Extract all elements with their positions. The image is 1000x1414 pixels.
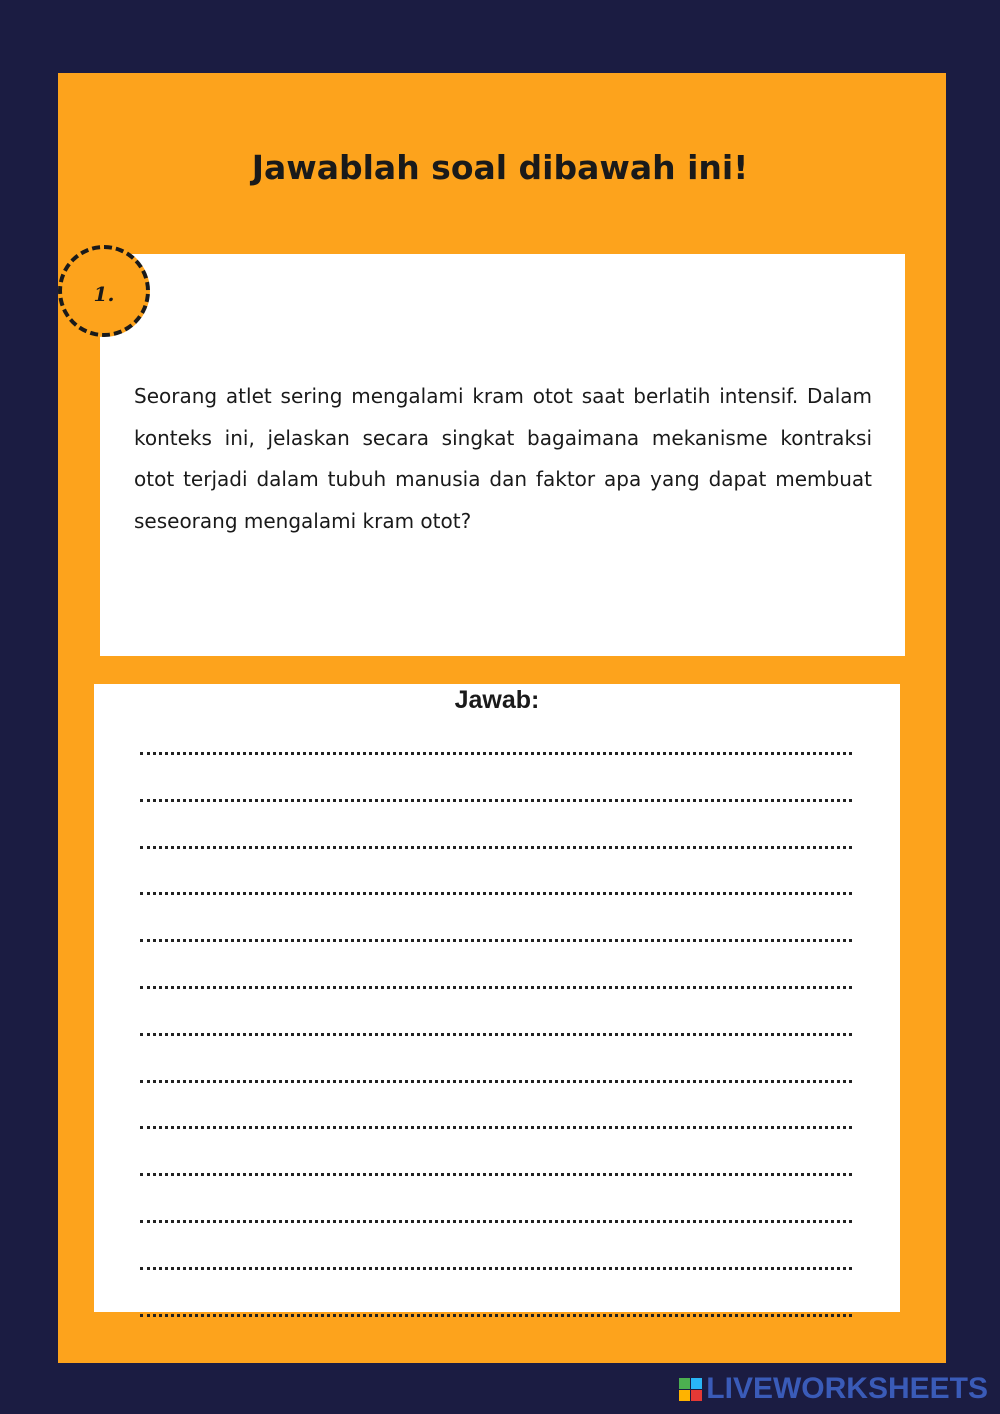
answer-line[interactable]: [140, 986, 852, 989]
answer-area[interactable]: [94, 684, 900, 1312]
answer-line[interactable]: [140, 892, 852, 895]
answer-line[interactable]: [140, 1173, 852, 1176]
answer-line[interactable]: [140, 1033, 852, 1036]
question-text: Seorang atlet sering mengalami kram otot saat berlatih intensif. Dalam konteks ini, jelaskan secara singkat bagaimana mekanisme kontraksi otot terjadi dalam tubuh manusia dan faktor apa yang dapat membuat seseorang mengalami kram otot?: [134, 384, 872, 533]
question-number: 1.: [93, 282, 115, 306]
answer-line[interactable]: [140, 1267, 852, 1270]
answer-line[interactable]: [140, 846, 852, 849]
answer-line[interactable]: [140, 1126, 852, 1129]
answer-line[interactable]: [140, 1220, 852, 1223]
answer-line[interactable]: [140, 1314, 852, 1317]
liveworksheets-logo-icon: [679, 1378, 702, 1401]
brand-name: LIVEWORKSHEETS: [706, 1372, 988, 1405]
page-title: Jawablah soal dibawah ini!: [251, 148, 749, 187]
answer-line[interactable]: [140, 799, 852, 802]
answer-line[interactable]: [140, 939, 852, 942]
liveworksheets-logo[interactable]: [679, 1372, 988, 1406]
question-number-badge: [58, 245, 150, 337]
answer-line[interactable]: [140, 1080, 852, 1083]
answer-label: Jawab:: [454, 686, 540, 714]
answer-line[interactable]: [140, 752, 852, 755]
